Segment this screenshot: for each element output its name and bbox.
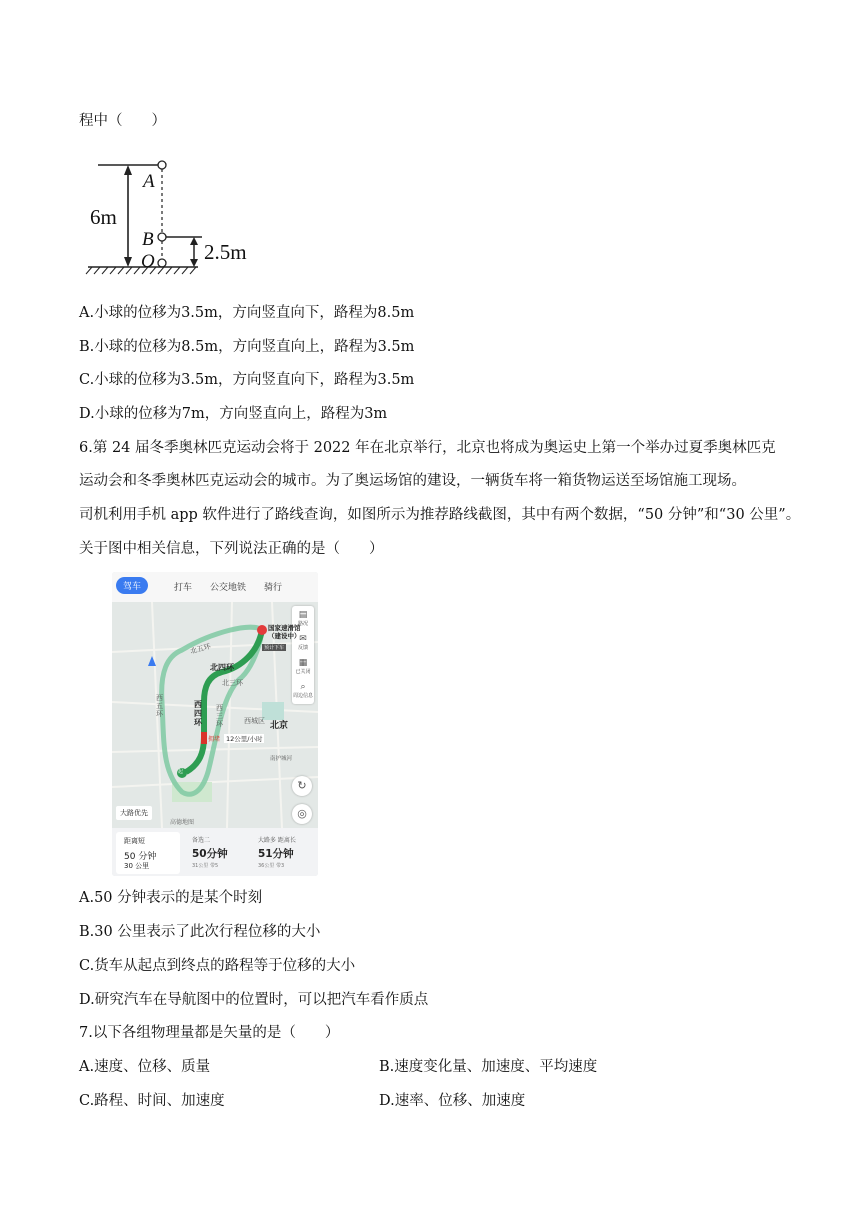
- start-mark: 起: [178, 769, 184, 775]
- road-label-north-3rd: 北三环: [222, 679, 243, 687]
- traffic-note: 拥堵: [208, 736, 221, 743]
- layers-icon: ▦: [298, 658, 308, 668]
- route-card-2-distance: 31公里 带5: [192, 863, 219, 869]
- traffic-speed: 12公里/小时: [226, 735, 263, 743]
- route-card-1[interactable]: [116, 832, 180, 874]
- road-label-west-3rd: 西三环: [216, 704, 223, 728]
- tab-transit[interactable]: 公交地铁: [210, 583, 247, 593]
- q6-stem-line-1: 6.第 24 届冬季奥林匹克运动会将于 2022 年在北京举行，北京也将成为奥运史上第一个举办过夏季奥林匹克: [79, 440, 776, 456]
- point-a-ball: [158, 161, 166, 169]
- point-b-ball: [158, 233, 166, 241]
- label-6m: 6m: [90, 205, 117, 229]
- q7-option-b: B.速度变化量、加速度、平均速度: [379, 1059, 598, 1075]
- river-label: 南护城河: [270, 756, 293, 762]
- q6-option-d: D.研究汽车在导航图中的位置时，可以把汽车看作质点: [79, 992, 429, 1008]
- road-label-north-5th: 北五环: [189, 642, 212, 656]
- search-icon: ⌕: [300, 682, 306, 692]
- q6-option-b: B.30 公里表示了此次行程位移的大小: [79, 924, 321, 940]
- route-card-2[interactable]: [184, 832, 248, 874]
- q6-stem-line-4: 关于图中相关信息，下列说法正确的是（ ）: [79, 541, 384, 557]
- q5-option-d: D.小球的位移为7m，方向竖直向上，路程为3m: [79, 406, 388, 422]
- map-watermark: 高德地图: [170, 819, 195, 826]
- arrow-head-up: [124, 165, 132, 175]
- q5-option-b: B.小球的位移为8.5m，方向竖直向上，路程为3.5m: [79, 339, 415, 355]
- route-card-2-tag: 备选二: [192, 837, 211, 844]
- q5-option-c: C.小球的位移为3.5m，方向竖直向下，路程为3.5m: [79, 372, 415, 388]
- q7-option-d: D.速率、位移、加速度: [379, 1093, 526, 1109]
- map-sidebar: [292, 606, 314, 704]
- destination-badge: 预计下车: [264, 645, 285, 651]
- traffic-icon: ▤: [298, 610, 308, 620]
- route-card-3[interactable]: [250, 832, 314, 874]
- tab-taxi[interactable]: 打车: [174, 583, 193, 593]
- q6-option-c: C.货车从起点到终点的路程等于位移的大小: [79, 958, 356, 974]
- q6-option-a: A.50 分钟表示的是某个时刻: [79, 890, 263, 906]
- q7-option-a: A.速度、位移、质量: [79, 1059, 211, 1075]
- district-label: 西城区: [244, 717, 265, 725]
- route-card-2-time: 50分钟: [192, 848, 228, 860]
- route-cards: [112, 828, 318, 876]
- arrow-head-down: [124, 257, 132, 267]
- ball-drop-figure: [80, 153, 280, 285]
- sidebar-nearby[interactable]: ⌕ 周边信息: [292, 682, 313, 699]
- tab-driving[interactable]: 驾车: [116, 577, 148, 594]
- route-card-3-tag: 大路多 距离长: [258, 837, 296, 844]
- q6-stem-line-3: 司机利用手机 app 软件进行了路线查询，如图所示为推荐路线截图，其中有两个数据，“50 分钟”和“30 公里”。: [79, 507, 801, 523]
- tab-cycling[interactable]: 骑行: [264, 583, 283, 593]
- route-preference[interactable]: 大路优先: [116, 806, 152, 820]
- sidebar-feedback[interactable]: ✉ 反馈: [292, 634, 314, 651]
- feedback-icon: ✉: [299, 634, 307, 644]
- route-card-3-distance: 36公里 带3: [258, 863, 285, 869]
- navigation-map-screenshot: [112, 572, 318, 876]
- sidebar-closed[interactable]: ▦ 已关闭: [292, 658, 314, 675]
- locate-button[interactable]: ◎: [292, 804, 312, 824]
- road-label-west-4th: 西四环: [194, 700, 202, 727]
- route-card-1-time: 50 分钟: [124, 852, 157, 862]
- q6-stem-line-2: 运动会和冬季奥林匹克运动会的城市。为了奥运场馆的建设，一辆货车将一箱货物运送至场馆施工现场。: [79, 473, 746, 489]
- destination-label: 国家速滑馆（建设中）: [268, 624, 301, 640]
- point-o-ball: [158, 259, 166, 267]
- sidebar-traffic[interactable]: ▤ 路况: [292, 610, 314, 627]
- label-point-o: O: [141, 251, 155, 272]
- destination-pin: [257, 625, 267, 635]
- route-card-1-tag: 距离短: [124, 837, 145, 845]
- transport-tabbar: [112, 572, 318, 602]
- q7-stem: 7.以下各组物理量都是矢量的是（ ）: [79, 1025, 340, 1041]
- q5-option-a: A.小球的位移为3.5m，方向竖直向下，路程为8.5m: [79, 305, 415, 321]
- city-label: 北京: [270, 721, 289, 731]
- q7-option-c: C.路程、时间、加速度: [79, 1093, 225, 1109]
- road-label-west-5th: 西五环: [156, 694, 163, 718]
- label-point-a: A: [143, 171, 155, 192]
- label-point-b: B: [142, 229, 154, 250]
- label-2-5m: 2.5m: [204, 240, 247, 264]
- refresh-button[interactable]: ↻: [292, 776, 312, 796]
- road-label-north-4th: 北四环: [210, 663, 234, 672]
- route-card-3-time: 51分钟: [258, 848, 294, 860]
- route-card-1-distance: 30 公里: [124, 862, 150, 870]
- q5-stem-tail: 程中（ ）: [79, 113, 166, 129]
